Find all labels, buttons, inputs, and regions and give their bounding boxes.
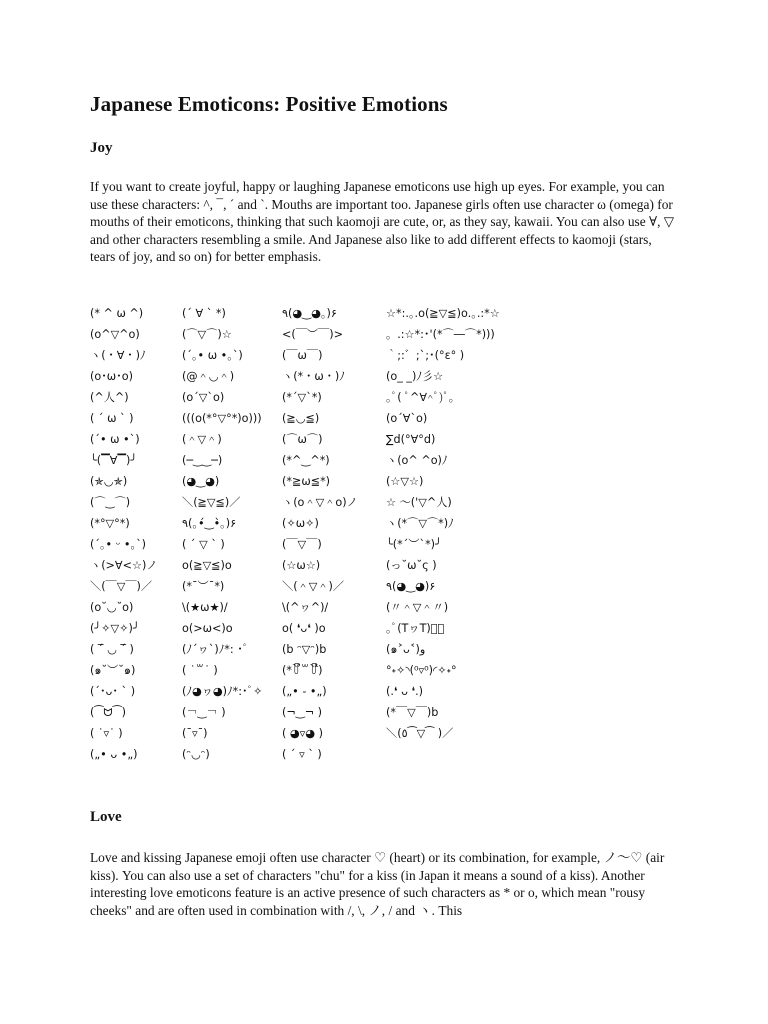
- emoticon: ╰(▔∀▔)╯: [90, 454, 138, 467]
- emoticon: ヽ(・∀・)ﾉ: [90, 349, 146, 362]
- page-title: Japanese Emoticons: Positive Emotions: [90, 92, 448, 116]
- emoticon: (((o(*°▽°*)o))): [182, 412, 262, 425]
- emoticon: (^人^): [90, 391, 129, 404]
- emoticon: ｀;:゛;`;･(°ε° ): [386, 349, 465, 362]
- emoticon: (✯◡✯): [90, 475, 128, 488]
- emoticon: (〃＾▽＾〃): [386, 601, 449, 614]
- emoticon: ＼(٥⁀▽⁀ )／: [386, 727, 454, 740]
- emoticon: (☆ω☆): [282, 559, 321, 572]
- emoticon: ( ˙꒳˙ ): [182, 664, 218, 677]
- emoticon: („• ֊ •„): [282, 685, 327, 698]
- emoticon: (*°▽°*): [90, 517, 130, 530]
- emoticon: ( ´ ω ` ): [90, 412, 134, 425]
- emoticon: ☆*:.｡.o(≧▽≦)o.｡.:*☆: [386, 307, 500, 320]
- emoticon: (ﾉ´ヮ`)ﾉ*: ･ﾟ: [182, 643, 249, 656]
- emoticon: ٩(◕‿◕｡)۶: [282, 307, 337, 320]
- emoticon: (´｡• ᵕ •｡`): [90, 538, 147, 551]
- emoticon: (ᵔ◡ᵔ): [182, 748, 210, 761]
- emoticon: (╯✧▽✧)╯: [90, 622, 140, 635]
- emoticon: (๑˘︶˘๑): [90, 664, 136, 677]
- emoticon: (☆▽☆): [386, 475, 424, 488]
- emoticon: (*´▽`*): [282, 391, 322, 404]
- emoticon: ヽ(o^ ^o)ﾉ: [386, 454, 448, 467]
- emoticon: (@＾◡＾): [182, 370, 235, 383]
- emoticon: ( ´ ▽ ` ): [182, 538, 225, 551]
- emoticon: ｡ﾟ( ﾟ^∀^ﾟ)ﾟ｡: [386, 391, 455, 404]
- emoticon: (¯▿¯): [182, 727, 208, 740]
- emoticon: (¬‿¬ ): [282, 706, 323, 719]
- emoticon: o(≧▽≦)o: [182, 559, 232, 572]
- emoticon: ٩(◕‿◕)۶: [386, 580, 436, 593]
- emoticon: o(>ω<)o: [182, 622, 233, 635]
- section-heading-love: Love: [90, 809, 122, 825]
- emoticon: (*¯︶¯*): [182, 580, 225, 593]
- emoticon: (⌒ω⌒): [282, 433, 323, 446]
- section-heading-joy: Joy: [90, 140, 113, 156]
- emoticon: ( ◕▿◕ ): [282, 727, 323, 740]
- emoticon: (.❛ ᴗ ❛.): [386, 685, 424, 698]
- emoticon: (๑˃ᴗ˂)ﻭ: [386, 643, 426, 656]
- emoticon: 。.:☆*:･'(*⌒―⌒*))): [386, 328, 495, 341]
- emoticon: <(￣︶￣)>: [282, 328, 344, 341]
- emoticon: ヽ(*⌒▽⌒*)ﾉ: [386, 517, 454, 530]
- emoticon: (´ ∀ ` *): [182, 307, 226, 320]
- emoticon: (￣ω￣): [282, 349, 323, 362]
- emoticon: (o･ω･o): [90, 370, 133, 383]
- love-paragraph: Love and kissing Japanese emoji often use character ♡ (heart) or its combination, for example, ノ〜♡ (air kiss). You can also use a set of characters "chu" for a kiss (in Japan it means a sound of a kiss). Another interesting love emoticons feature is an active presence of such characters as * or o, which mean "rousy cheeks" and are often used in combination with /, \, ノ, / and ヽ. This: [90, 850, 665, 918]
- emoticon: ＼(≧▽≦)／: [182, 496, 241, 509]
- emoticon: ( ‾́ ◡ ‾́ ): [90, 643, 134, 656]
- emoticon: ☆ ～('▽^人): [386, 496, 452, 509]
- emoticon: ＼(￣▽￣)／: [90, 580, 153, 593]
- emoticon: (￢‿￢ ): [182, 706, 226, 719]
- emoticon: ヽ(>∀<☆)ノ: [90, 559, 158, 572]
- emoticon: (◕‿◕): [182, 475, 220, 488]
- emoticon: (o_ _)ﾉ彡☆: [386, 370, 444, 383]
- emoticon: \(^ヮ^)/: [282, 601, 329, 614]
- emoticon: ｡ﾟ(TヮT)ﾟ｡: [386, 622, 445, 635]
- emoticon: (´｡• ω •｡`): [182, 349, 243, 362]
- emoticon: (￣▽￣): [282, 538, 322, 551]
- emoticon: (っ˘ω˘ς ): [386, 559, 437, 572]
- emoticon: ٩(｡•́‿•̀｡)۶: [182, 517, 237, 530]
- emoticon: \(★ω★)/: [182, 601, 228, 614]
- emoticon: („• ᴗ •„): [90, 748, 138, 761]
- emoticon: (≧◡≦): [282, 412, 320, 425]
- emoticon: (´･ᴗ･ ` ): [90, 685, 136, 698]
- emoticon: °˖✧◝(⁰▿⁰)◜✧˖°: [386, 664, 457, 677]
- emoticon: ( ˙▿˙ ): [90, 727, 123, 740]
- emoticon: ( ´ ▿ ` ): [282, 748, 322, 761]
- emoticon: (＾▽＾): [182, 433, 222, 446]
- emoticon: (o^▽^o): [90, 328, 140, 341]
- emoticon: (o´∀`o): [386, 412, 428, 425]
- emoticon: ＼(＾▽＾)／: [282, 580, 345, 593]
- emoticon: (* ^ ω ^): [90, 307, 144, 320]
- emoticon: o( ❛ᴗ❛ )o: [282, 622, 326, 635]
- emoticon: (⌒‿⌒): [90, 496, 131, 509]
- emoticon: (✧ω✧): [282, 517, 319, 530]
- emoticon: (*^‿^*): [282, 454, 330, 467]
- emoticon: (*꒦ິ꒳꒦ີ): [282, 664, 323, 677]
- emoticon: (⁀ᗢ⁀): [90, 706, 126, 719]
- emoticon: (b ᵔ▽ᵔ)b: [282, 643, 327, 656]
- emoticon: (´• ω •`): [90, 433, 140, 446]
- emoticon: ヽ(o＾▽＾o)ノ: [282, 496, 358, 509]
- emoticon: (o˘◡˘o): [90, 601, 134, 614]
- joy-paragraph: If you want to create joyful, happy or laughing Japanese emoticons use high up eyes. For example, you can use these characters: ^, ¯, ´ and `. Mouths are important too. Japanese girls often use character ω (omega) for mouths of their emoticons, thinking that such kaomoji are cute, or, as they say, kawaii. You can also use ∀, ▽ and other characters resembling a smile. And Japanese also like to add different effects to kaomoji (stars, tears of joy, and so on) for better emphasis.: [90, 179, 675, 264]
- emoticon: ╰(*´︶`*)╯: [386, 538, 442, 551]
- emoticon: (─‿‿─): [182, 454, 223, 467]
- emoticon: ヽ(*・ω・)ﾉ: [282, 370, 345, 383]
- emoticon: (⌒▽⌒)☆: [182, 328, 232, 341]
- emoticon: (*≧ω≦*): [282, 475, 331, 488]
- emoticon: (o´▽`o): [182, 391, 225, 404]
- emoticon: ∑d(°∀°d): [386, 433, 436, 446]
- emoticon: (ﾉ◕ヮ◕)ﾉ*:･ﾟ✧: [182, 685, 263, 698]
- emoticon: (*￣▽￣)b: [386, 706, 439, 719]
